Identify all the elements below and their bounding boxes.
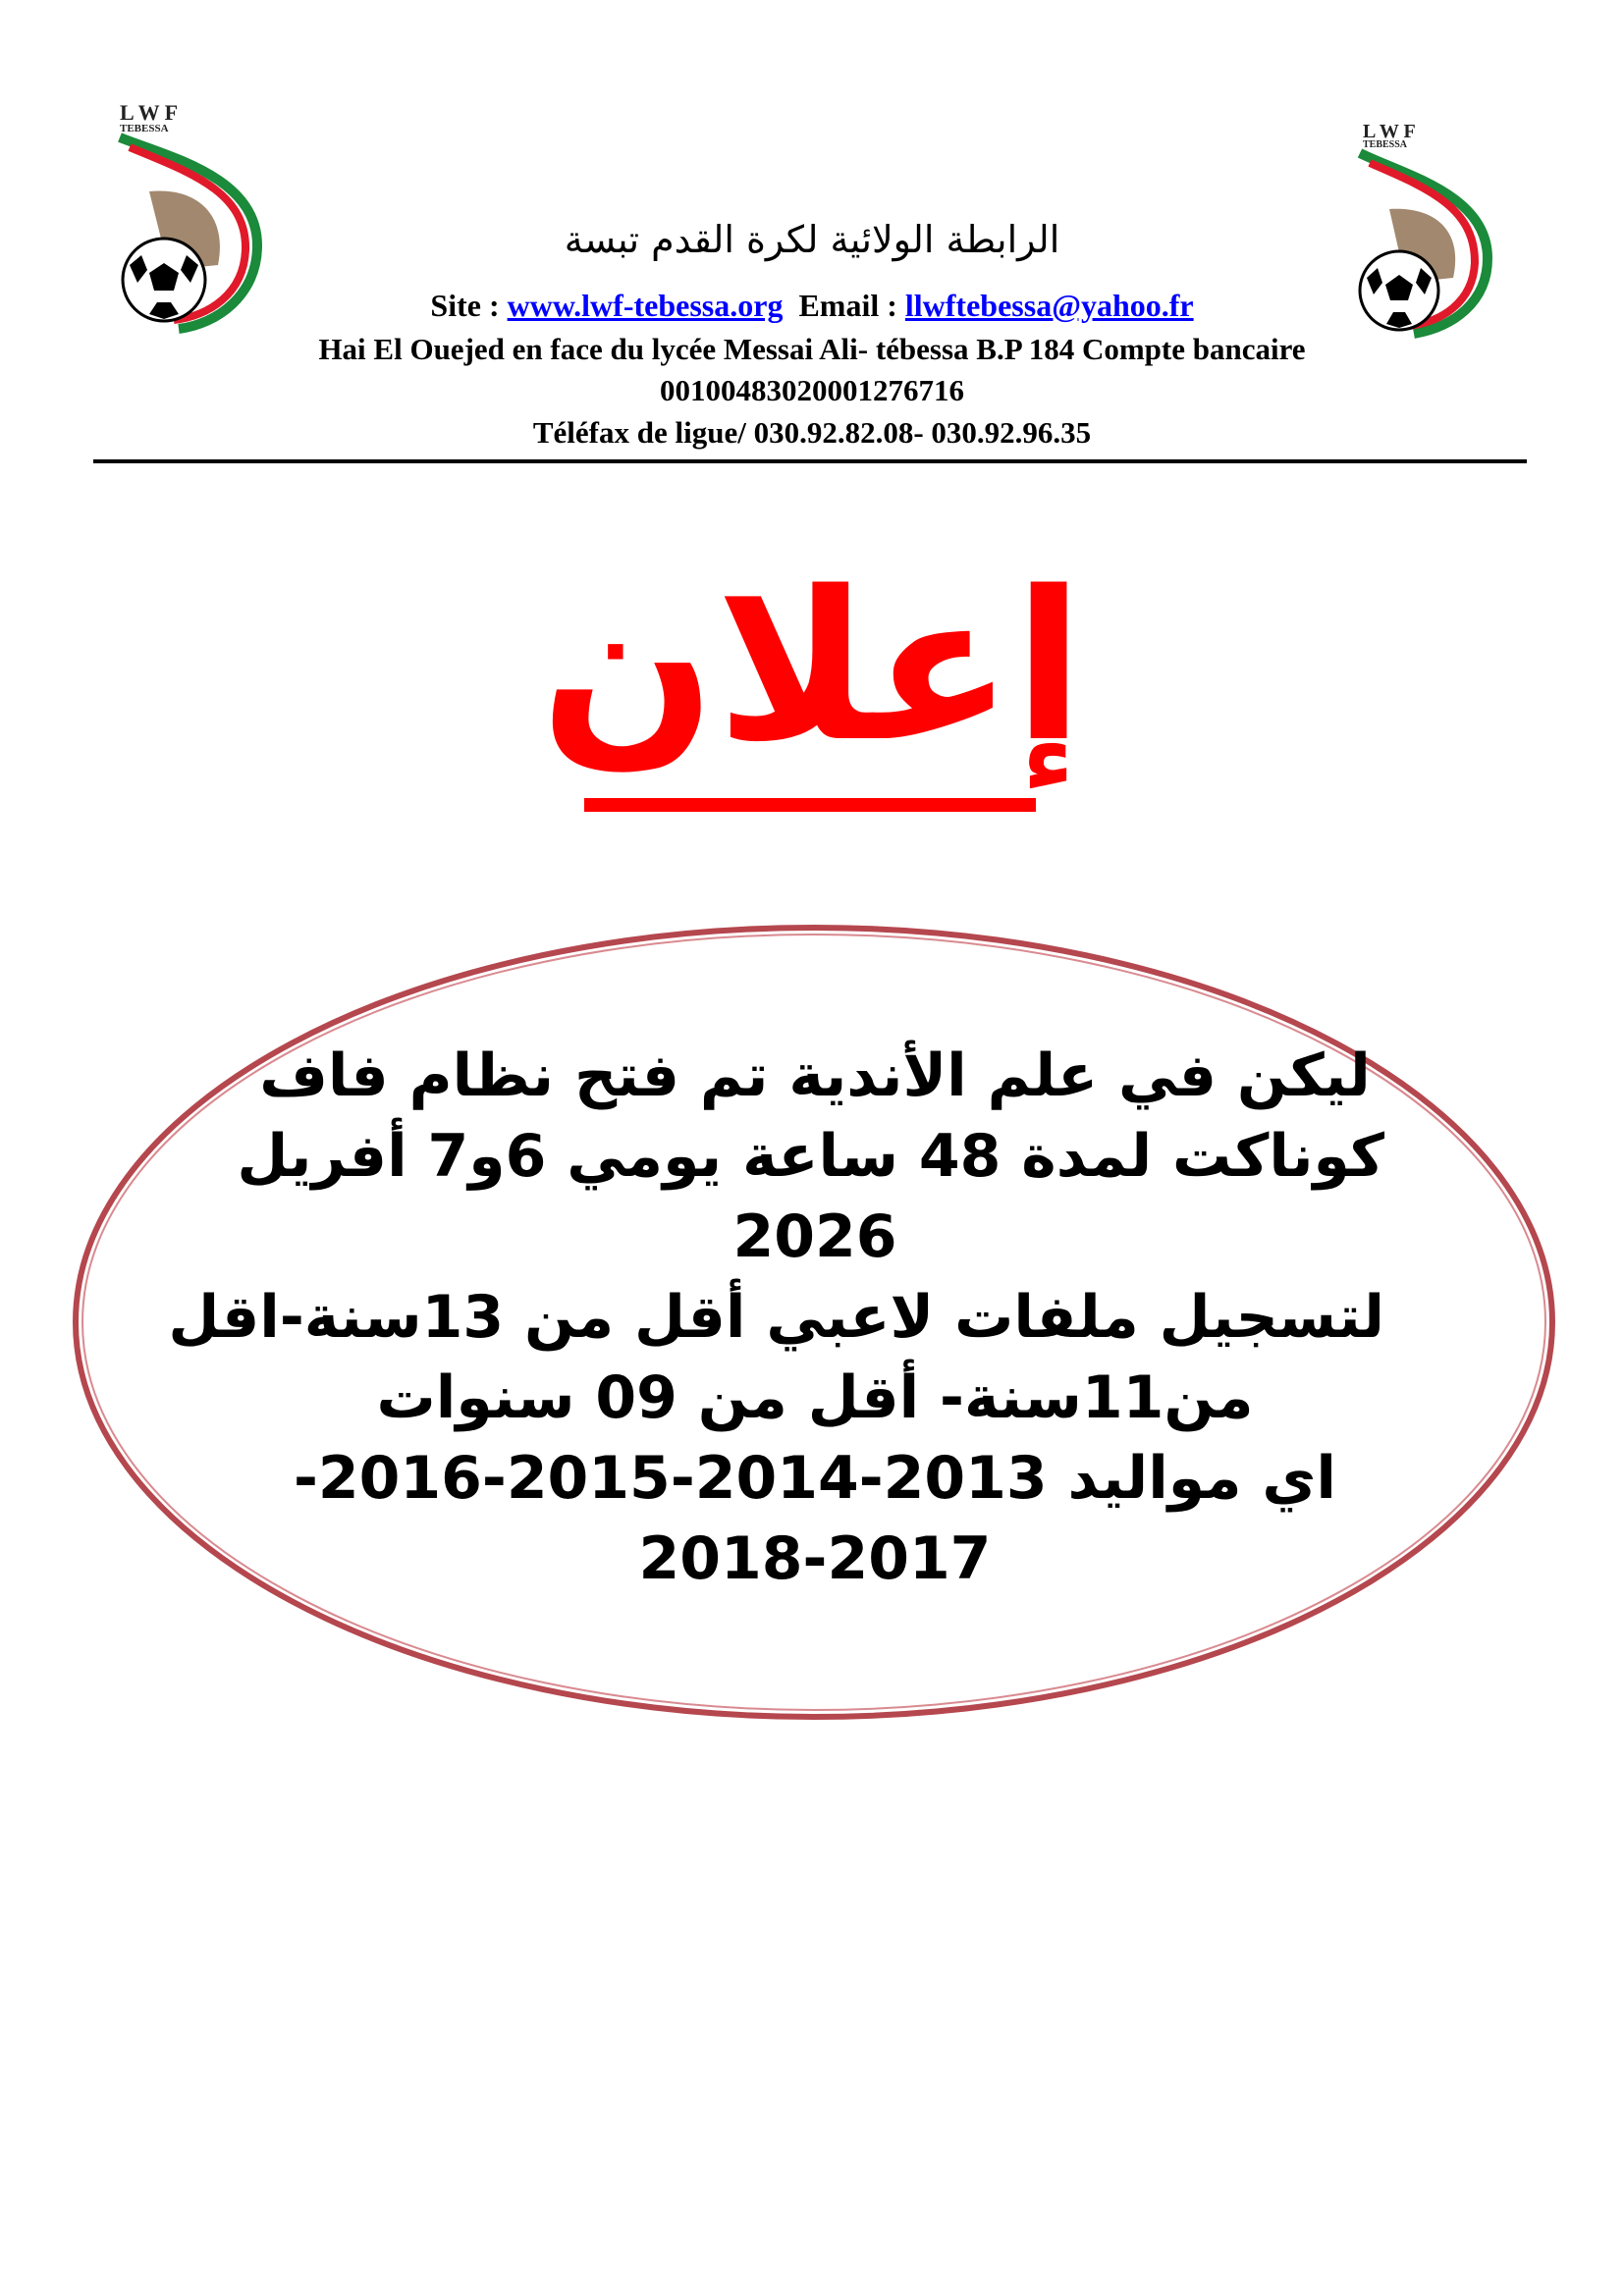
svg-text:TEBESSA: TEBESSA xyxy=(120,123,169,134)
email-link[interactable]: llwftebessa@yahoo.fr xyxy=(904,288,1194,323)
email-label: Email : xyxy=(798,288,905,323)
site-link[interactable]: www.lwf-tebessa.org xyxy=(507,288,784,323)
announcement-line: ليكن في علم الأندية تم فتح نظام فاف xyxy=(259,1041,1371,1110)
fax-line: Téléfax de ligue/ 030.92.82.08- 030.92.96.35 xyxy=(532,415,1092,450)
announcement-line: كوناكت لمدة 48 ساعة يومي 6و7 أفريل xyxy=(237,1122,1384,1191)
announcement-line: لتسجيل ملفات لاعبي أقل من 13سنة-اقل xyxy=(168,1283,1384,1352)
announcement-line: اي مواليد 2013-2014-2015-2016- xyxy=(294,1444,1336,1513)
announcement-line: 2026 xyxy=(732,1202,897,1271)
title-underline xyxy=(584,798,1036,812)
league-name-ar: الرابطة الولائية لكرة القدم تبسة xyxy=(564,218,1060,261)
bank-account-line: 00100483020001276716 xyxy=(660,373,964,407)
svg-text:L W F: L W F xyxy=(1363,121,1416,142)
svg-text:L W F: L W F xyxy=(120,100,179,125)
header-divider xyxy=(93,459,1527,463)
contact-line xyxy=(0,288,1624,324)
announcement-line: 2018-2017 xyxy=(638,1524,992,1593)
svg-text:TEBESSA: TEBESSA xyxy=(1363,139,1408,150)
address-line: Hai El Ouejed en face du lycée Messai Ali- tébessa B.P 184 Compte bancaire xyxy=(318,332,1306,366)
site-label: Site : xyxy=(430,288,508,323)
announcement-body xyxy=(168,1036,1384,1599)
announcement-title: إعلان xyxy=(539,547,1085,787)
announcement-line: من11سنة- أقل من 09 سنوات xyxy=(376,1363,1254,1432)
